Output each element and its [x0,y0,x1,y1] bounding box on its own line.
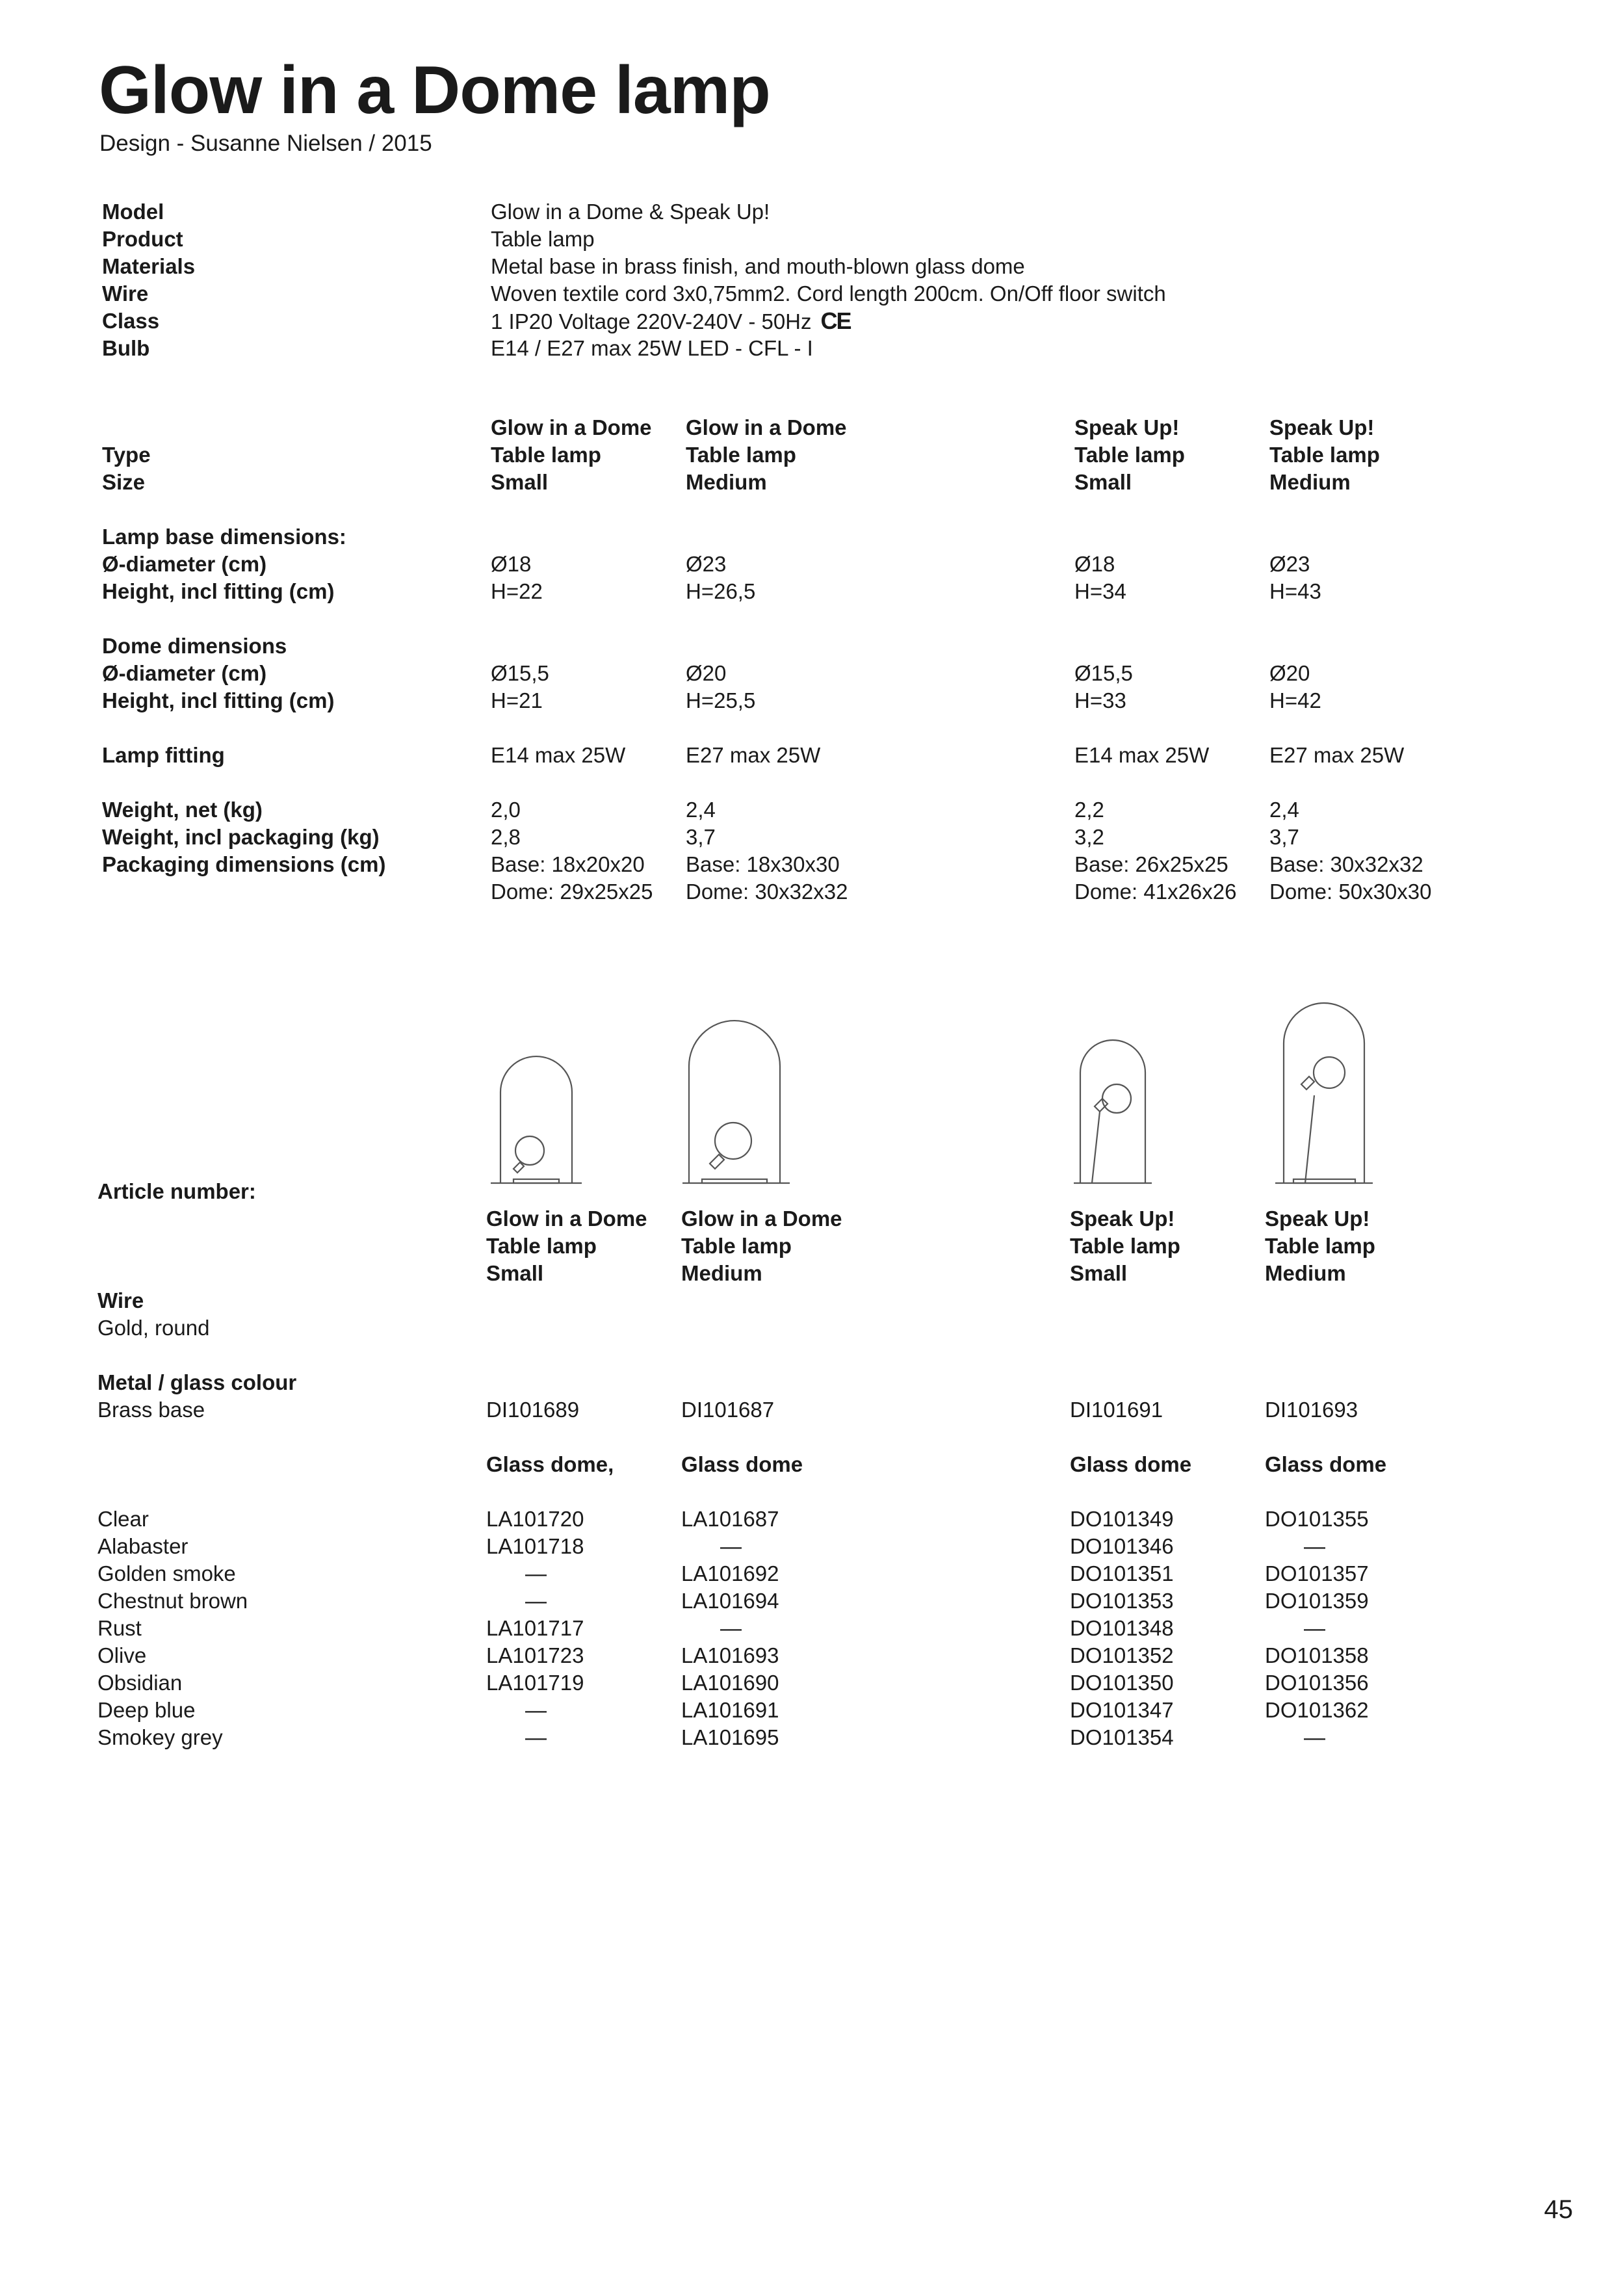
spec-value-materials: Metal base in brass finish, and mouth-blown glass dome [491,254,1025,278]
dim-pack-dome: Dome: 41x26x26 [1074,880,1237,904]
article-glass-code: DO101357 [1265,1561,1369,1585]
article-glass-code: — [525,1725,547,1749]
dim-name: Glow in a Dome [491,415,652,439]
spec-label-product: Product [102,227,183,251]
dim-name: Glow in a Dome [686,415,847,439]
article-glass-code: — [720,1534,742,1558]
wire-heading: Wire [97,1288,144,1312]
dim-dome-diameter: Ø15,5 [1074,661,1133,685]
designer-credit: Design - Susanne Nielsen / 2015 [99,131,432,156]
dim-base-height: H=26,5 [686,579,756,603]
article-model-size: Medium [1265,1261,1346,1285]
wire-value: Gold, round [97,1316,210,1340]
article-base-code: DI101693 [1265,1398,1358,1422]
weight-net-label: Weight, net (kg) [102,798,263,822]
article-model-size: Small [486,1261,544,1285]
article-glass-code: LA101691 [681,1698,779,1722]
article-glass-code: DO101347 [1070,1698,1174,1722]
glass-colour-name: Deep blue [97,1698,196,1722]
glass-colour-name: Smokey grey [97,1725,223,1749]
spec-value-bulb: E14 / E27 max 25W LED - CFL - I [491,336,813,360]
dim-pack-dome: Dome: 30x32x32 [686,880,848,904]
article-glass-code: DO101351 [1070,1561,1174,1585]
article-heading: Article number: [97,1179,256,1203]
spec-value-wire: Woven textile cord 3x0,75mm2. Cord length 200cm. On/Off floor switch [491,281,1166,306]
article-glass-code: — [525,1589,547,1613]
spec-labels [102,198,195,362]
dim-fitting: E14 max 25W [1074,743,1210,767]
article-model-name: Speak Up! [1070,1207,1175,1231]
dim-base-height: H=22 [491,579,543,603]
article-glass-code: — [1304,1616,1325,1640]
article-glass-code: DO101353 [1070,1589,1174,1613]
speak-up-small-drawing [1074,1040,1152,1183]
dim-type: Table lamp [686,443,796,467]
dim-dome-height: H=33 [1074,688,1126,712]
fitting-label: Lamp fitting [102,743,225,767]
weight-pack-label: Weight, incl packaging (kg) [102,825,380,849]
dim-size: Small [491,470,549,494]
dim-size: Small [1074,470,1132,494]
page-title: Glow in a Dome lamp [99,53,770,128]
article-base-code: DI101689 [486,1398,580,1422]
article-glass-heading: Glass dome [1265,1452,1387,1476]
dim-weight-net: 2,4 [686,798,716,822]
size-label: Size [102,470,146,494]
article-glass-code: DO101362 [1265,1698,1369,1722]
dim-pack-base: Base: 26x25x25 [1074,852,1228,876]
glow-medium-drawing [682,1021,790,1183]
dim-name: Speak Up! [1269,415,1375,439]
article-labels [97,1178,296,1751]
article-glass-code: LA101694 [681,1589,779,1613]
spec-value-product: Table lamp [491,227,595,251]
spec-value-class: 1 IP20 Voltage 220V-240V - 50Hz [491,309,812,333]
article-glass-code: LA101692 [681,1561,779,1585]
dim-weight-pack: 3,7 [1269,825,1299,849]
dim-fitting: E27 max 25W [686,743,821,767]
article-base-code: DI101691 [1070,1398,1163,1422]
article-glass-code: — [525,1561,547,1585]
dim-fitting: E27 max 25W [1269,743,1405,767]
article-glass-code: LA101693 [681,1643,779,1667]
dim-dome-height: H=42 [1269,688,1321,712]
spec-label-model: Model [102,200,164,224]
dim-type: Table lamp [1074,443,1185,467]
spec-values [491,198,1166,362]
spec-label-class: Class [102,309,160,333]
dim-pack-base: Base: 18x30x30 [686,852,840,876]
glass-colour-name: Clear [97,1507,149,1531]
dome-height-label: Height, incl fitting (cm) [102,688,335,712]
glass-colour-list [97,1506,296,1751]
dim-dome-height: H=25,5 [686,688,756,712]
article-glass-code: DO101350 [1070,1671,1174,1695]
glass-colour-name: Obsidian [97,1671,183,1695]
glass-colour-name: Olive [97,1643,147,1667]
dim-base-height: H=34 [1074,579,1126,603]
dimension-labels [102,441,385,878]
dim-dome-height: H=21 [491,688,543,712]
spec-value-model: Glow in a Dome & Speak Up! [491,200,770,224]
article-column-4 [1265,1205,1386,1751]
article-model-name: Glow in a Dome [681,1207,842,1231]
article-glass-code: — [525,1698,547,1722]
article-model-name: Speak Up! [1265,1207,1370,1231]
article-glass-code: LA101718 [486,1534,584,1558]
dim-size: Medium [1269,470,1351,494]
article-glass-code: DO101358 [1265,1643,1369,1667]
article-model-type: Table lamp [1265,1234,1375,1258]
glass-colour-name: Golden smoke [97,1561,236,1585]
dim-dome-diameter: Ø20 [686,661,727,685]
article-base-code: DI101687 [681,1398,775,1422]
dim-type: Table lamp [491,443,601,467]
article-glass-code: LA101717 [486,1616,584,1640]
page-number: 45 [1544,2195,1573,2224]
dim-pack-dome: Dome: 50x30x30 [1269,880,1432,904]
dim-dome-diameter: Ø15,5 [491,661,549,685]
article-glass-code: LA101723 [486,1643,584,1667]
dim-weight-pack: 2,8 [491,825,521,849]
dim-base-diameter: Ø18 [491,552,532,576]
dim-weight-net: 2,0 [491,798,521,822]
base-heading: Lamp base dimensions: [102,525,346,549]
article-glass-heading: Glass dome, [486,1452,614,1476]
article-glass-code: LA101695 [681,1725,779,1749]
article-model-type: Table lamp [486,1234,597,1258]
spec-label-materials: Materials [102,254,196,278]
dimension-column-4 [1269,414,1431,906]
dim-pack-base: Base: 30x32x32 [1269,852,1423,876]
article-glass-code: DO101348 [1070,1616,1174,1640]
dim-base-diameter: Ø23 [1269,552,1310,576]
lamp-drawings [0,975,1623,1209]
article-glass-heading: Glass dome [1070,1452,1192,1476]
dim-dome-diameter: Ø20 [1269,661,1310,685]
article-glass-code: DO101359 [1265,1589,1369,1613]
glass-colour-name: Alabaster [97,1534,188,1558]
article-glass-code: DO101355 [1265,1507,1369,1531]
dim-weight-net: 2,2 [1074,798,1104,822]
dim-pack-dome: Dome: 29x25x25 [491,880,653,904]
article-glass-code: DO101352 [1070,1643,1174,1667]
dim-size: Medium [686,470,767,494]
glow-small-drawing [491,1056,582,1183]
base-height-label: Height, incl fitting (cm) [102,579,335,603]
type-label: Type [102,443,151,467]
dim-base-height: H=43 [1269,579,1321,603]
article-glass-code: — [720,1616,742,1640]
dim-pack-base: Base: 18x20x20 [491,852,645,876]
base-diameter-label: Ø-diameter (cm) [102,552,267,576]
spec-label-bulb: Bulb [102,336,150,360]
spec-value-class-row [491,307,1166,335]
article-glass-code: DO101356 [1265,1671,1369,1695]
article-model-size: Medium [681,1261,762,1285]
article-glass-code: LA101687 [681,1507,779,1531]
article-model-type: Table lamp [1070,1234,1180,1258]
dimension-column-3 [1074,414,1236,906]
pack-dims-label: Packaging dimensions (cm) [102,852,386,876]
article-glass-code: LA101690 [681,1671,779,1695]
dimension-column-2 [686,414,848,906]
article-glass-code: DO101354 [1070,1725,1174,1749]
dim-weight-pack: 3,2 [1074,825,1104,849]
article-column-2 [681,1205,842,1751]
glass-colour-name: Chestnut brown [97,1589,248,1613]
article-column-1 [486,1205,647,1751]
article-glass-code: — [1304,1534,1325,1558]
article-model-name: Glow in a Dome [486,1207,647,1231]
colour-heading: Metal / glass colour [97,1370,297,1394]
dim-fitting: E14 max 25W [491,743,626,767]
dimension-column-1 [491,414,653,906]
ce-mark: CE [820,307,851,334]
dim-name: Speak Up! [1074,415,1180,439]
article-glass-code: LA101719 [486,1671,584,1695]
base-colour-label: Brass base [97,1398,205,1422]
article-glass-code: LA101720 [486,1507,584,1531]
dim-weight-pack: 3,7 [686,825,716,849]
dim-weight-net: 2,4 [1269,798,1299,822]
dim-type: Table lamp [1269,443,1380,467]
dome-diameter-label: Ø-diameter (cm) [102,661,267,685]
article-model-size: Small [1070,1261,1128,1285]
article-glass-code: DO101346 [1070,1534,1174,1558]
glass-colour-name: Rust [97,1616,142,1640]
article-glass-heading: Glass dome [681,1452,803,1476]
dome-heading: Dome dimensions [102,634,287,658]
article-glass-code: — [1304,1725,1325,1749]
article-model-type: Table lamp [681,1234,792,1258]
article-column-3 [1070,1205,1191,1751]
dim-base-diameter: Ø23 [686,552,727,576]
dim-base-diameter: Ø18 [1074,552,1115,576]
spec-label-wire: Wire [102,281,149,306]
article-glass-code: DO101349 [1070,1507,1174,1531]
speak-up-medium-drawing [1275,1003,1373,1183]
